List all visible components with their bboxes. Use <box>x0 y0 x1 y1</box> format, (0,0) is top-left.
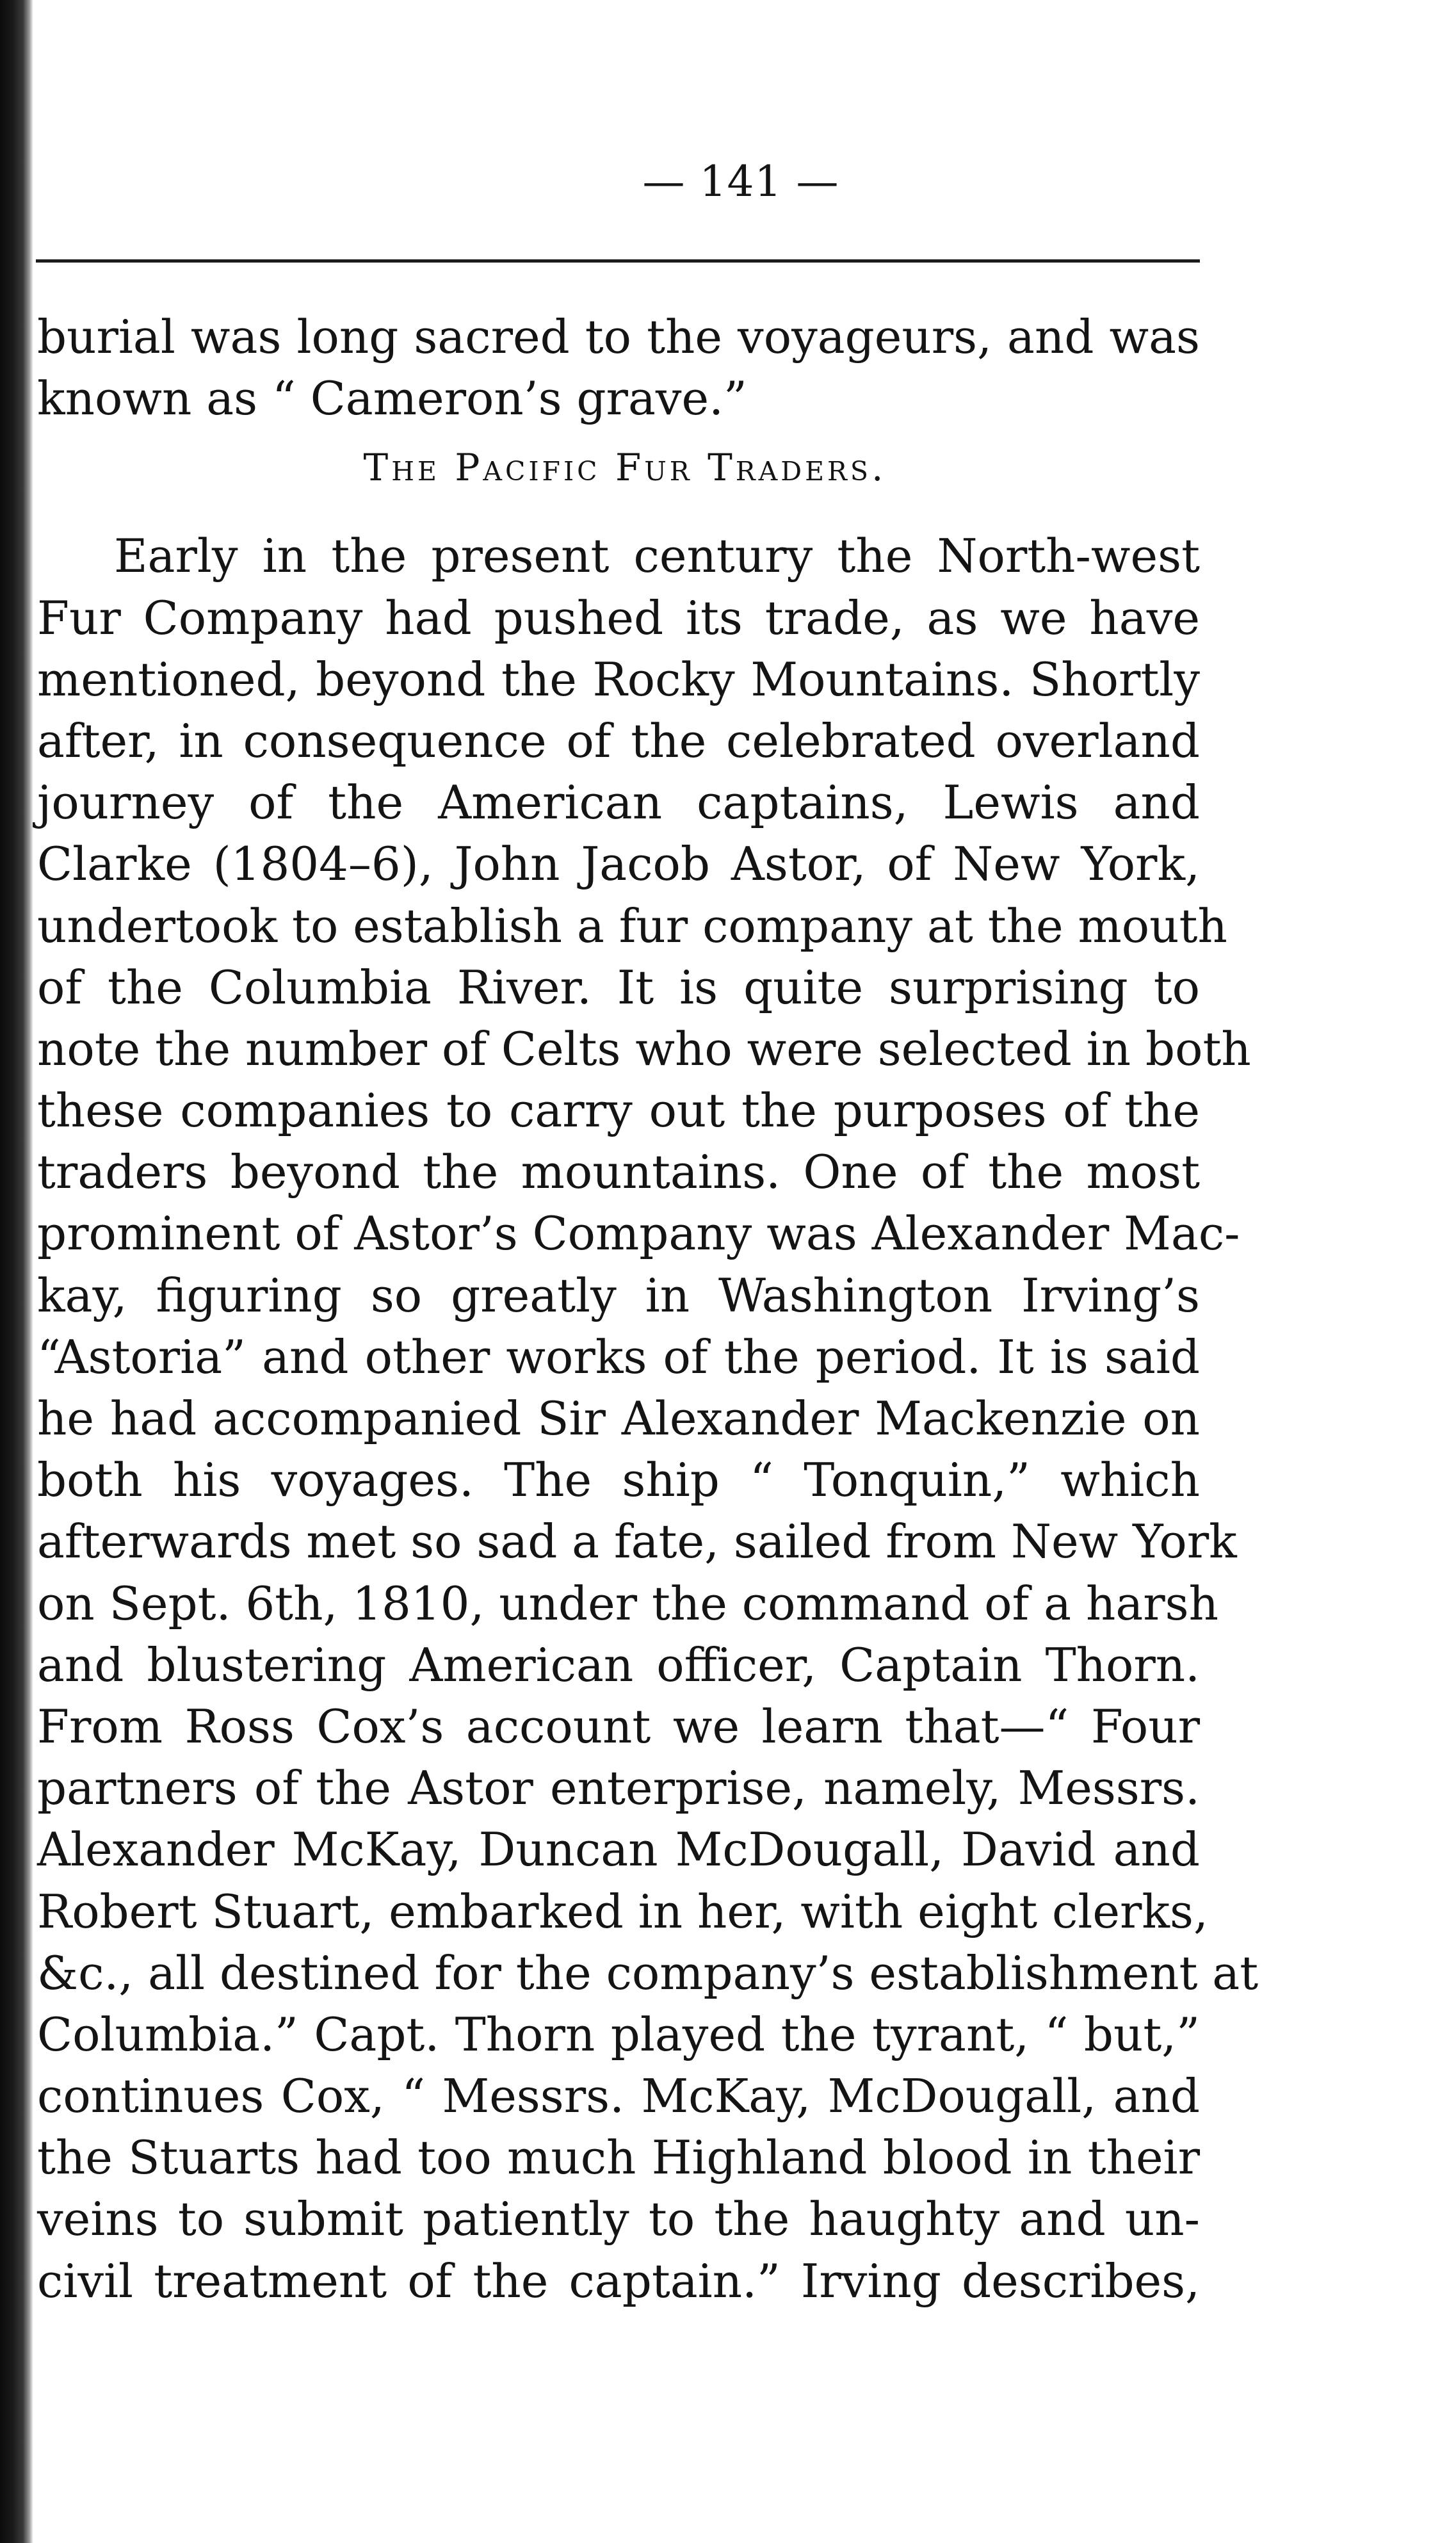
text-line: kay, figuring so greatly in Washington Irving’s <box>37 1268 1200 1322</box>
text-line: prominent of Astor’s Company was Alexander Mac- <box>37 1207 1240 1261</box>
text-line: journey of the American captains, Lewis and <box>37 776 1200 830</box>
text-line: partners of the Astor enterprise, namely, Messrs. <box>37 1761 1200 1816</box>
header-rule <box>36 259 1200 263</box>
text-line: Early in the present century the North-west <box>114 529 1200 583</box>
page-body <box>37 306 1259 2312</box>
text-line: Alexander McKay, Duncan McDougall, David and <box>37 1823 1200 1877</box>
page-number: — 141 — <box>642 157 839 206</box>
text-line: on Sept. 6th, 1810, under the command of a harsh <box>37 1576 1218 1630</box>
page-binding-edge <box>0 0 33 2543</box>
text-line: Robert Stuart, embarked in her, with eight clerks, <box>37 1884 1208 1938</box>
text-line: of the Columbia River. It is quite surprising to <box>37 960 1200 1014</box>
text-line: the Stuarts had too much Highland blood in their <box>37 2131 1200 2185</box>
text-line: veins to submit patiently to the haughty and un- <box>37 2192 1200 2246</box>
text-line: Clarke (1804–6), John Jacob Astor, of New York, <box>37 837 1200 891</box>
text-line: note the number of Celts who were selected in both <box>37 1021 1251 1076</box>
text-line: Columbia.” Capt. Thorn played the tyrant, “ but,” <box>37 2007 1200 2061</box>
text-line: From Ross Cox’s account we learn that—“ Four <box>37 1699 1200 1753</box>
text-line: both his voyages. The ship “ Tonquin,” which <box>37 1453 1200 1507</box>
text-line: &c., all destined for the company’s establishment at <box>37 1946 1259 2000</box>
text-line: known as “ Cameron’s grave.” <box>37 371 747 426</box>
text-line: undertook to establish a fur company at the mouth <box>37 898 1227 953</box>
text-line: traders beyond the mountains. One of the most <box>37 1145 1200 1199</box>
text-line: these companies to carry out the purposes of the <box>37 1084 1200 1138</box>
text-line: burial was long sacred to the voyageurs, and was <box>37 310 1200 364</box>
text-line: and blustering American officer, Captain Thorn. <box>37 1637 1200 1692</box>
text-line: “Astoria” and other works of the period. It is said <box>37 1329 1200 1384</box>
section-heading: The Pacific Fur Traders. <box>363 446 887 490</box>
text-line: continues Cox, “ Messrs. McKay, McDougall, and <box>37 2069 1200 2124</box>
text-line: after, in consequence of the celebrated overland <box>37 713 1200 768</box>
text-line: afterwards met so sad a fate, sailed from New York <box>37 1515 1237 1569</box>
text-line: mentioned, beyond the Rocky Mountains. Shortly <box>37 652 1200 706</box>
text-line: civil treatment of the captain.” Irving describes, <box>37 2254 1200 2308</box>
text-line: he had accompanied Sir Alexander Mackenzie on <box>37 1392 1200 1445</box>
text-line: Fur Company had pushed its trade, as we have <box>37 590 1200 645</box>
